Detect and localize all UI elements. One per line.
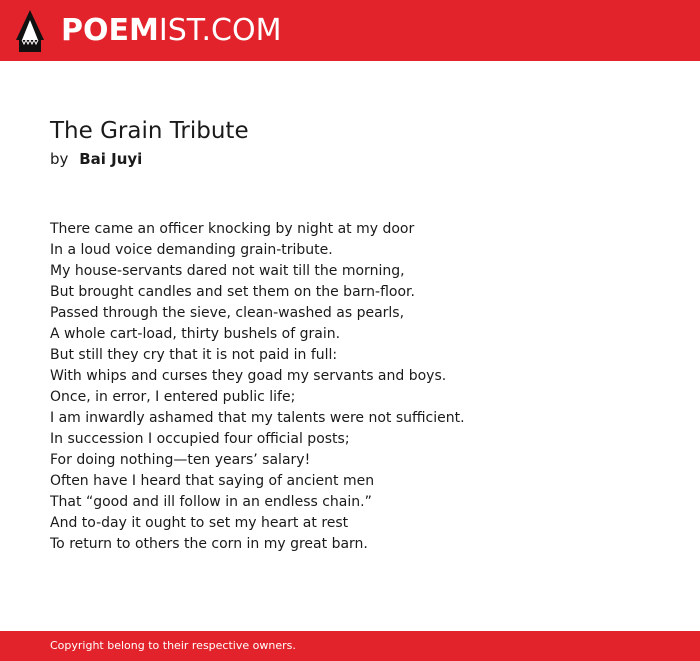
site-footer — [0, 631, 700, 661]
poem-line: With whips and curses they goad my servants and boys. — [50, 368, 447, 384]
logo-text-light: IST.COM — [158, 13, 282, 48]
poem-body — [50, 219, 670, 555]
poem-line: And to-day it ought to set my heart at rest — [50, 515, 349, 531]
pencil-tip-icon[interactable] — [16, 10, 44, 52]
poem-author: Bai Juyi — [79, 150, 143, 168]
poem-byline — [50, 149, 142, 169]
poem-line: Passed through the sieve, clean-washed as pearls, — [50, 305, 405, 321]
poem-line: Once, in error, I entered public life; — [50, 389, 296, 405]
poem-line: In succession I occupied four official posts; — [50, 431, 350, 447]
poem-line: But still they cry that it is not paid in full: — [50, 347, 338, 363]
poem-line: For doing nothing—ten years’ salary! — [50, 452, 311, 468]
poem-line: In a loud voice demanding grain-tribute. — [50, 242, 333, 258]
poem-line: My house-servants dared not wait till the morning, — [50, 263, 405, 279]
site-header — [0, 0, 700, 61]
copyright-text: Copyright belong to their respective owners. — [50, 639, 296, 652]
poem-line: To return to others the corn in my great barn. — [50, 536, 368, 552]
logo-text-bold: POEM — [61, 13, 159, 48]
poem-line: Often have I heard that saying of ancient men — [50, 473, 375, 489]
poem-line: I am inwardly ashamed that my talents were not sufficient. — [50, 410, 465, 426]
by-label: by — [50, 150, 69, 168]
poem-title: The Grain Tribute — [50, 118, 249, 144]
poem-line: But brought candles and set them on the barn-floor. — [50, 284, 415, 300]
poem-line: There came an officer knocking by night at my door — [50, 221, 415, 237]
poem-line: A whole cart-load, thirty bushels of grain. — [50, 326, 341, 342]
site-logo[interactable] — [61, 11, 281, 51]
poem-line: That “good and ill follow in an endless chain.” — [50, 494, 372, 510]
